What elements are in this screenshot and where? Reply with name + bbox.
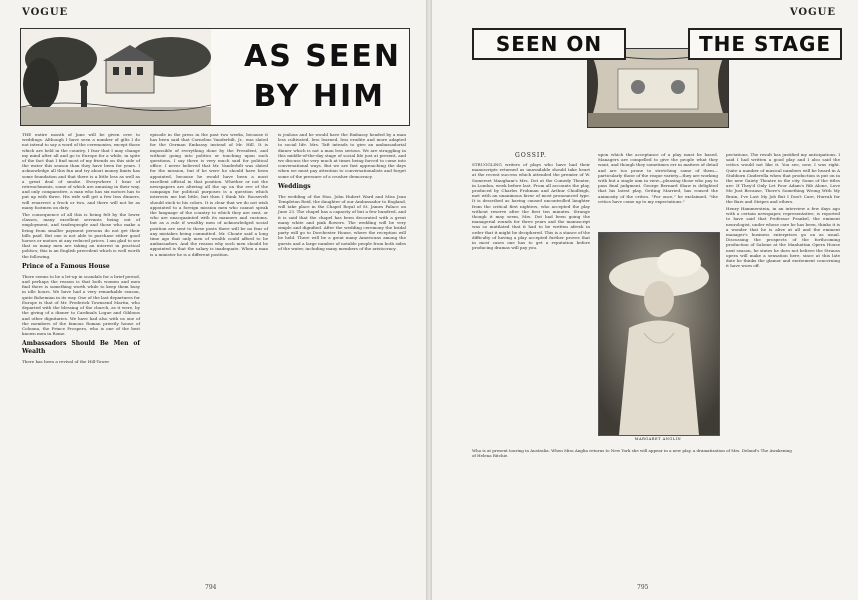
banner-title-line2: BY HIM (253, 79, 385, 114)
article-paragraph: There seems to be a let-up in scandals for a brief period, and perhaps the reason is that both women and men find there is something worth while to keep them busy in idle hours. We have had a very remarkable season, quite Bohemian in its way. One of the last departures for Europe is that of Mr. Frederick Townsend Martin, who departed with the blessing of the church, as it were, by the giving of a dinner to Cardinals Logue and Gibbons and other dignitaries. We have had also with us one of the members of the famous Roman priestly house of Colonna, the Prince Prospero, who is one of the best known men in Rome. (22, 273, 140, 337)
right-column-1 (472, 162, 590, 252)
article-paragraph: is jealous and he would have the Embassy headed by a man less cultivated, less learned, less erudite and more adapted to social life. Mrs. Taft intends to give an ambassadorial dinner which is not a man less serious. We are struggling in this middle-of-the-day stage of social life just at present, and we discuss the very much at times being forced to come into conversational ways. But we are fast approaching the days when we must pay attention to conversationalists and forget some of the pressure of a crusher democracy. (278, 132, 406, 179)
right-column-3 (726, 152, 840, 270)
stage-title-left: SEEN ON (472, 28, 626, 60)
article-paragraph: The wedding of the Hon. John Hubert Ward and Miss Jean Templeton Reid, the daughter of our Ambassador to England, will take place in the Chapel Royal of St. James Palace on June 23. The chapel has a capacity of but a few hundred, and it is said that the chapel has been decorated with a great many white and pink flowers. The wedding will be very simple and dignified. After the wedding ceremony the bridal party will go to Dorchester House, where the reception will be held. There will be a great many Americans among the guests and a large number of notable people from both sides of the water, including many members of the aristocracy. (278, 193, 406, 251)
section-heading-ambassadors: Ambassadors Should Be Men of Wealth (22, 340, 140, 356)
right-brand-logo: VOGUE (789, 7, 836, 18)
banner-illustration (21, 29, 211, 125)
article-paragraph: The consequence of all this is being felt by the lower classes, many excellent servants being out of employment, and tradespeople and those who make a living from smaller payment persons do not get their bills paid. But one is not able to purchase either good horses or motors at any reduced prices. I am glad to see that so many men are taking an interest in practical politics; this is an English precedent which is well worth the following. (22, 212, 140, 259)
photo-caption-name: MARGARET ANGLIN (634, 437, 682, 441)
left-brand-logo: VOGUE (22, 7, 69, 18)
stage-title-right: THE STAGE (688, 28, 842, 60)
article-paragraph: STRUGGLING writers of plays who have had their manuscripts returned as unavailable should take heart at the recent success which attended the premier of W. Somerset Maugham's Mrs. Dot at the Comedy Theater, in London, week before last. From all accounts the play, produced by Charles Frohman and Arthur Chudleigh, met with an unanimous favor of most pronounced type. It is described as having caused uncontrolled laughter from the critical first nighters, who accepted the play without reserve after the first ten minutes. Strange though it may seem, Mrs. Dot had been going the managerial rounds for three years and the manuscript was so mutilated that it had to be written afresh in order that it might be deciphered. This is a stance of the difficulty of having a play accepted further proves that in most cases one has to get a reputation before producing dramas will pay you. (472, 162, 590, 251)
margaret-anglin-photo (598, 232, 720, 436)
gossip-heading: GOSSIP. (515, 152, 547, 159)
article-paragraph: There has been a revival of the Hill-Tower (22, 359, 110, 365)
section-heading-prince: Prince of a Famous House (22, 262, 110, 270)
stage-scene-art (588, 49, 728, 127)
left-column-2 (150, 132, 268, 259)
section-heading-weddings: Weddings (278, 182, 311, 190)
portrait-image (599, 233, 719, 435)
right-page-number: 795 (637, 584, 649, 591)
article-paragraph: Henry Hammerstein, in an interview a few days ago with a certain newspaper, representative, is reported to have said that Professor Frankel, the eminent neurologist, under whose care he has been, thinks it is a wonder that he is alive at all and the eminent manager's business enterprises go on as usual. Discussing the prospects of the forthcoming production of Salome at the Manhattan Opera House next season, he states he does not believe the Strauss opera will make a sensation here, since at this late date he thinks the glamor and excitement concerning it have worn off. (726, 206, 840, 269)
left-column-1 (22, 132, 140, 367)
banner-title-line1: AS SEEN (244, 39, 401, 74)
left-page (0, 0, 426, 600)
stage-scene-illustration (587, 48, 729, 128)
photo-caption: Who is at present touring in Australia. When Miss Anglin returns to New York she will appear in a new play, a dramatization of Mrs. Deland's The Awakening of Helena Ritchie. (472, 448, 792, 458)
article-paragraph: episode in the press in the past two weeks, because it has been said that Cornelius Vanderbilt, Jr., was slated for the German Embassy instead of Mr. Hill. It is impossible of everything done by the President, and without going into politics or touching upon such questions, I say there is very much said for political office. I never believed that Mr. Vanderbilt was slated for the mission, but if he were he should have been appointed, because he would have been a most excellent official in that position. Whether or not the newspapers are altering all the up on the eve of the campaign for political purposes is a question which interests me but little, but then I think Mr. Roosevelt should stick to his colors. It is clear that we do not wish appointed to a foreign mission men who cannot speak the language of the country to which they are sent, or who are unacquainted with its manners and customs, but as a rule if wealthy men of acknowledged social position are sent to these posts there will be no fear of any mistakes being committed. Mr. Choate said a long time ago that only men of wealth could afford to be ambassadors. And the reason why such men should be appointed is that the salary is inadequate. When a man is a minister he is a different position. (150, 132, 268, 257)
seen-on-the-stage-header (472, 28, 842, 140)
as-seen-by-him-banner (20, 28, 410, 126)
right-column-2 (598, 152, 718, 206)
left-page-number: 794 (205, 584, 217, 591)
article-intro: THE entire month of June will be given over to weddings. Although I have seen a number of gilts I do not intend to say a word of the ceremonies, except those which are held in the country. I fear that I may change my mind after all and go to Europe for a while, in spite of the fact that I find most of my friends on this side of the water this season than they have been for years. I acknowledge all this fun and try about money limits has some foundation and that there is a little less as well as a great deal of smoke. Everywhere I hear of retrenchments, some of which are amusing in their way, and only comparative, a man who has six motors has to put up with three. His wife will get a few less dinners, will resurrect a frock or two, and there will not be as many footmen on duty. (22, 132, 140, 210)
right-page (432, 0, 858, 600)
article-paragraph: upon which the acceptance of a play must be based. Managers are compelled to give the people what they want, and though they sometimes err in matters of detail and are too prone to stretching some of them—particularly those of the risque variety—they are working with but a single aim in view—pleasing those who pay to pass final judgment. George Bernard Shaw is delighted that his latest play, Getting Married, has roused the animosity of the critics. "For once," he exclaimed, "the critics have come up to my expectations." (598, 152, 718, 204)
article-paragraph: pectations. The result has justified my anticipations. I said I had written a good play and I also said the critics would not like it. You see, now, I was right. Quite a number of musical numbers will be heard in A Stubborn Cinderella when that production is put on in the new Gaiety Theatre in the city. Some of the titles are: If They'd Only Let Poor Adam's Rib Alone, Love Me Just Because, There's Something Wrong With My Brain, I've Lost My Job But I Don't Care, Hurrah for the Bars and Stripes and others. (726, 152, 840, 204)
left-column-3 (278, 132, 406, 253)
